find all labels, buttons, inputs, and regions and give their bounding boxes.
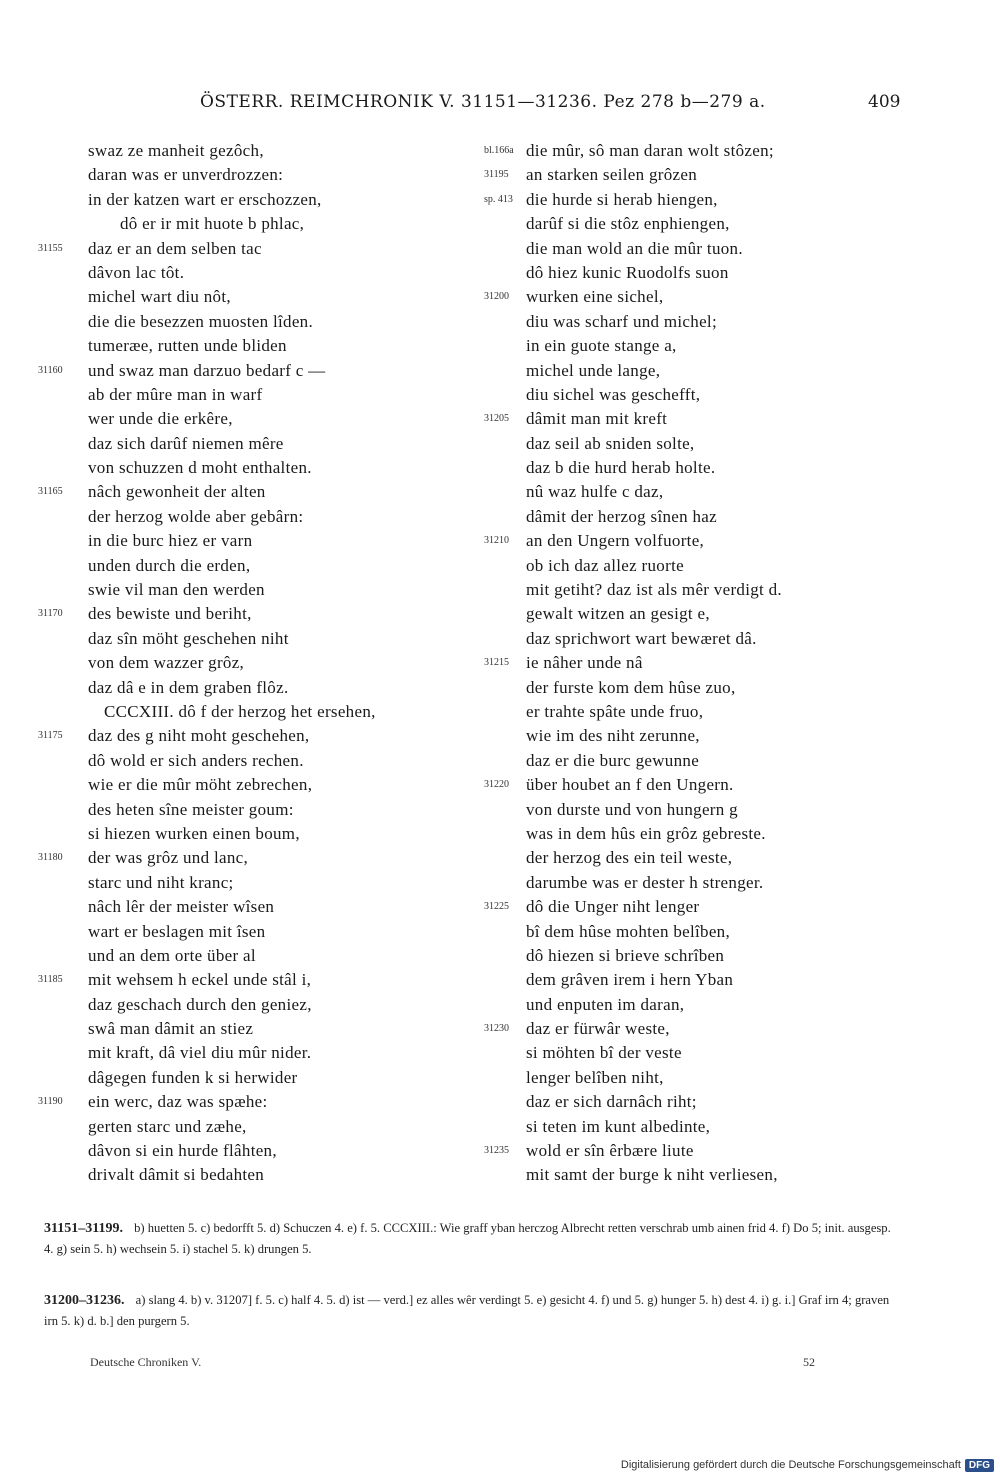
right-text-column	[478, 139, 908, 1188]
dfg-logo-icon: DFG	[965, 1459, 994, 1472]
verse-text: mit samt der burge k niht verliesen,	[526, 1165, 778, 1185]
line-number: 31195	[484, 169, 509, 181]
verse-line	[478, 383, 908, 407]
funding-credit: Digitalisierung gefördert durch die Deutsche Forschungsgemeinschaft	[620, 1459, 961, 1471]
verse-line	[478, 846, 908, 870]
verse-text: ob ich daz allez ruorte	[526, 555, 684, 575]
verse-line	[478, 310, 908, 334]
verse-text: mit wehsem h eckel unde stâl i,	[88, 970, 312, 990]
verse-line	[478, 212, 908, 236]
verse-line	[38, 505, 478, 529]
verse-text: was in dem hûs ein grôz gebreste.	[526, 823, 766, 843]
verse-text: in ein guote stange a,	[526, 336, 677, 356]
verse-line	[38, 895, 478, 919]
verse-text: ab der mûre man in warf	[88, 384, 263, 404]
verse-line	[38, 529, 478, 553]
verse-text: wold er sîn êrbære liute	[526, 1141, 694, 1161]
verse-line	[478, 334, 908, 358]
verse-line	[38, 163, 478, 187]
line-number: 31175	[38, 730, 63, 742]
verse-text: starc und niht kranc;	[88, 872, 234, 892]
verse-text: die hurde si herab hiengen,	[526, 189, 718, 209]
verse-line	[38, 554, 478, 578]
sheet-number: 52	[803, 1355, 815, 1369]
verse-text: in die burc hiez er varn	[88, 531, 253, 551]
verse-line	[478, 529, 908, 553]
verse-line	[38, 627, 478, 651]
verse-text: gewalt witzen an gesigt e,	[526, 604, 710, 624]
verse-line	[38, 676, 478, 700]
verse-text: CCCXIII. dô f der herzog het ersehen,	[104, 701, 376, 721]
verse-line	[38, 773, 478, 797]
verse-line	[478, 871, 908, 895]
verse-line	[478, 188, 908, 212]
line-number: 31160	[38, 364, 63, 376]
verse-text: dem grâven irem i hern Yban	[526, 970, 734, 990]
verse-line	[478, 163, 908, 187]
line-number: 31230	[484, 1023, 509, 1035]
verse-line	[478, 432, 908, 456]
line-number: bl.166a	[484, 145, 514, 156]
verse-text: über houbet an f den Ungern.	[526, 775, 734, 795]
verse-line	[478, 554, 908, 578]
verse-text: diu was scharf und michel;	[526, 311, 717, 331]
left-text-column	[38, 139, 478, 1188]
verse-line	[478, 1090, 908, 1114]
line-number: 31155	[38, 242, 63, 254]
verse-text: daz b die hurd herab holte.	[526, 458, 716, 478]
verse-text: in der katzen wart er erschozzen,	[88, 189, 322, 209]
verse-text: daz er sich darnâch riht;	[526, 1092, 697, 1112]
verse-text: die mûr, sô man daran wolt stôzen;	[526, 141, 774, 160]
verse-text: si hiezen wurken einen boum,	[88, 823, 300, 843]
verse-line	[478, 139, 908, 163]
verse-text: daz geschach durch den geniez,	[88, 994, 312, 1014]
verse-text: des heten sîne meister goum:	[88, 799, 294, 819]
line-number: 31210	[484, 535, 509, 547]
line-number: 31200	[484, 291, 509, 303]
page-header	[0, 92, 1000, 118]
verse-line	[38, 920, 478, 944]
verse-line	[38, 334, 478, 358]
line-number: 31205	[484, 413, 509, 425]
running-head: ÖSTERR. REIMCHRONIK V. 31151—31236. Pez 278 b—279 a.	[200, 92, 766, 112]
verse-line	[478, 480, 908, 504]
verse-line	[38, 456, 478, 480]
verse-text: nâch lêr der meister wîsen	[88, 897, 275, 917]
verse-line	[38, 188, 478, 212]
verse-text: daz er fürwâr weste,	[526, 1019, 670, 1039]
verse-line	[38, 724, 478, 748]
verse-text: dâvon si ein hurde flâhten,	[88, 1141, 277, 1161]
verse-line	[38, 1041, 478, 1065]
verse-text: dâmit man mit kreft	[526, 409, 668, 429]
verse-text: wart er beslagen mit îsen	[88, 921, 266, 941]
verse-text: swâ man dâmit an stiez	[88, 1019, 254, 1039]
verse-line	[478, 1041, 908, 1065]
verse-text: daz sprichwort wart bewæret dâ.	[526, 628, 757, 648]
verse-text: wurken eine sichel,	[526, 287, 664, 307]
verse-line	[38, 822, 478, 846]
verse-text: lenger belîben niht,	[526, 1067, 664, 1087]
verse-text: er trahte spâte unde fruo,	[526, 701, 704, 721]
verse-line	[478, 261, 908, 285]
verse-text: der furste kom dem hûse zuo,	[526, 677, 736, 697]
verse-line	[38, 700, 478, 724]
verse-line	[38, 359, 478, 383]
verse-text: daz seil ab sniden solte,	[526, 433, 695, 453]
verse-line	[38, 1139, 478, 1163]
verse-text: dâgegen funden k si herwider	[88, 1067, 298, 1087]
verse-line	[478, 237, 908, 261]
verse-text: der was grôz und lanc,	[88, 848, 249, 868]
line-number: 31165	[38, 486, 63, 498]
verse-text: darumbe was er dester h strenger.	[526, 872, 764, 892]
verse-text: daz er an dem selben tac	[88, 238, 262, 258]
digitization-footer	[621, 1456, 994, 1474]
line-number: 31235	[484, 1145, 509, 1157]
verse-line	[478, 456, 908, 480]
verse-text: ie nâher unde nâ	[526, 653, 643, 673]
verse-text: dâmit der herzog sînen haz	[526, 506, 717, 526]
verse-text: bî dem hûse mohten belîben,	[526, 921, 731, 941]
verse-text: die man wold an die mûr tuon.	[526, 238, 743, 258]
verse-text: darûf si die stôz enphiengen,	[526, 214, 730, 234]
verse-line	[38, 871, 478, 895]
footnote-text: a) slang 4. b) v. 31207] f. 5. c) half 4. 5. d) ist — verd.] ez alles wêr verdingt 5. e) gesicht 4. f) und 5. g) hunger 5. h) dest 4. i) g. i.] Graf irn 4; graven irn 5. k) d. b.] den purgern 5.	[44, 1293, 890, 1328]
verse-text: des bewiste und beriht,	[88, 604, 252, 624]
verse-text: mit kraft, dâ viel diu mûr nider.	[88, 1043, 312, 1063]
verse-line	[478, 700, 908, 724]
verse-text: von durste und von hungern g	[526, 799, 738, 819]
verse-text: drivalt dâmit si bedahten	[88, 1165, 265, 1185]
verse-line	[38, 212, 478, 236]
verse-line	[38, 798, 478, 822]
verse-line	[38, 237, 478, 261]
verse-line	[478, 822, 908, 846]
verse-text: an starken seilen grôzen	[526, 165, 697, 185]
verse-line	[38, 602, 478, 626]
verse-line	[38, 310, 478, 334]
verse-text: der herzog des ein teil weste,	[526, 848, 733, 868]
verse-line	[38, 968, 478, 992]
verse-text: unden durch die erden,	[88, 555, 251, 575]
verse-text: daz sich darûf niemen mêre	[88, 433, 284, 453]
verse-line	[478, 651, 908, 675]
verse-text: dô wold er sich anders rechen.	[88, 750, 304, 770]
verse-text: daz des g niht moht geschehen,	[88, 726, 310, 746]
verse-line	[478, 993, 908, 1017]
line-number: 31215	[484, 657, 509, 669]
verse-line	[38, 578, 478, 602]
verse-line	[478, 724, 908, 748]
verse-line	[38, 1163, 478, 1187]
verse-text: swaz ze manheit gezôch,	[88, 141, 264, 160]
verse-text: daz dâ e in dem graben flôz.	[88, 677, 289, 697]
footnote-range: 31200–31236.	[44, 1293, 125, 1308]
verse-line	[478, 505, 908, 529]
verse-line	[38, 139, 478, 163]
verse-line	[38, 1115, 478, 1139]
verse-text: gerten starc und zæhe,	[88, 1116, 247, 1136]
verse-line	[478, 895, 908, 919]
verse-text: dô hiez kunic Ruodolfs suon	[526, 262, 729, 282]
verse-text: wer unde die erkêre,	[88, 409, 233, 429]
line-number: sp. 413	[484, 193, 513, 205]
line-number: 31190	[38, 1096, 63, 1108]
line-number: 31180	[38, 852, 63, 864]
footnote-text: b) huetten 5. c) bedorfft 5. d) Schuczen 4. e) f. 5. CCCXIII.: Wie graff yban herczog Albrecht retten verschrab umb ainen frid 4. f) Do 5; init. ausgesp. 4. g) sein 5. h) wechsein 5. i) stachel 5. k) drungen 5.	[44, 1221, 891, 1256]
verse-text: mit getiht? daz ist als mêr verdigt d.	[526, 580, 782, 600]
verse-text: dô er ir mit huote b phlac,	[120, 214, 305, 234]
verse-text: von dem wazzer grôz,	[88, 653, 245, 673]
verse-text: dô die Unger niht lenger	[526, 897, 700, 917]
verse-text: von schuzzen d moht enthalten.	[88, 458, 312, 478]
verse-line	[478, 285, 908, 309]
verse-text: dâvon lac tôt.	[88, 262, 185, 282]
verse-line	[478, 578, 908, 602]
verse-text: dô hiezen si brieve schrîben	[526, 945, 725, 965]
verse-line	[478, 602, 908, 626]
verse-line	[38, 480, 478, 504]
verse-line	[478, 749, 908, 773]
verse-line	[478, 920, 908, 944]
line-number: 31220	[484, 779, 509, 791]
line-number: 31225	[484, 901, 509, 913]
verse-line	[478, 968, 908, 992]
verse-text: nû waz hulfe c daz,	[526, 482, 664, 502]
verse-line	[38, 1090, 478, 1114]
verse-text: michel unde lange,	[526, 360, 661, 380]
verse-line	[478, 676, 908, 700]
verse-line	[478, 944, 908, 968]
verse-text: swie vil man den werden	[88, 580, 265, 600]
verse-line	[478, 407, 908, 431]
verse-line	[478, 773, 908, 797]
verse-text: daran was er unverdrozzen:	[88, 165, 284, 185]
verse-text: wie er die mûr möht zebrechen,	[88, 775, 313, 795]
verse-line	[38, 407, 478, 431]
verse-text: und an dem orte über al	[88, 945, 256, 965]
verse-line	[38, 749, 478, 773]
verse-line	[478, 1066, 908, 1090]
verse-text: ein werc, daz was spæhe:	[88, 1092, 268, 1112]
verse-line	[38, 846, 478, 870]
verse-text: diu sichel was geschefft,	[526, 384, 701, 404]
verse-text: die die besezzen muosten lîden.	[88, 311, 314, 331]
chronicle-signature: Deutsche Chroniken V.	[90, 1355, 202, 1369]
verse-line	[478, 1163, 908, 1187]
verse-text: und swaz man darzuo bedarf c —	[88, 360, 326, 380]
verse-line	[478, 1017, 908, 1041]
verse-line	[38, 993, 478, 1017]
verse-line	[478, 627, 908, 651]
verse-line	[38, 1017, 478, 1041]
verse-line	[38, 944, 478, 968]
verse-line	[38, 383, 478, 407]
footnotes-block-1	[44, 1218, 902, 1260]
verse-line	[478, 359, 908, 383]
footnotes-block-2	[44, 1290, 902, 1332]
verse-line	[38, 261, 478, 285]
verse-text: wie im des niht zerunne,	[526, 726, 700, 746]
verse-text: an den Ungern volfuorte,	[526, 531, 705, 551]
footnote-range: 31151–31199.	[44, 1221, 123, 1236]
verse-text: si teten im kunt albedinte,	[526, 1116, 711, 1136]
line-number: 31185	[38, 974, 63, 986]
verse-line	[478, 798, 908, 822]
verse-text: tumeræe, rutten unde bliden	[88, 336, 287, 356]
verse-line	[38, 432, 478, 456]
verse-line	[38, 1066, 478, 1090]
line-number: 31170	[38, 608, 63, 620]
verse-text: und enputen im daran,	[526, 994, 685, 1014]
page-number: 409	[868, 92, 901, 112]
verse-line	[38, 651, 478, 675]
verse-line	[38, 285, 478, 309]
verse-text: michel wart diu nôt,	[88, 287, 231, 307]
verse-text: daz sîn möht geschehen niht	[88, 628, 289, 648]
verse-line	[478, 1139, 908, 1163]
verse-line	[478, 1115, 908, 1139]
verse-text: der herzog wolde aber gebârn:	[88, 506, 304, 526]
verse-text: nâch gewonheit der alten	[88, 482, 266, 502]
verse-text: si möhten bî der veste	[526, 1043, 682, 1063]
verse-text: daz er die burc gewunne	[526, 750, 700, 770]
